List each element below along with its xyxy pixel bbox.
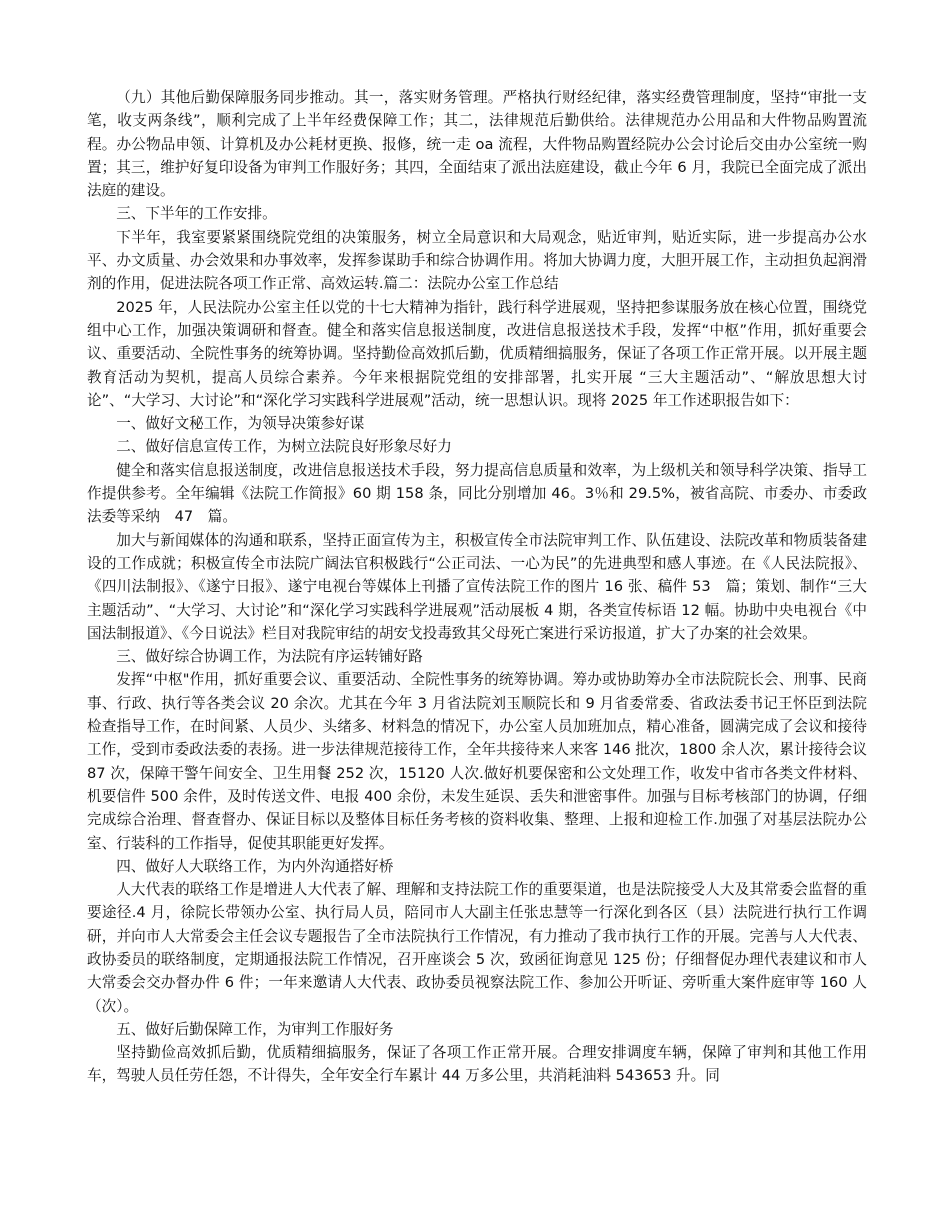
heading-secretarial-work: 一、做好文秘工作，为领导决策参好谋 <box>116 415 365 433</box>
paragraph-npc-liaison: 人大代表的联络工作是增进人大代表了解、理解和支持法院工作的重要渠道，也是法院接受人大及其常委会监督的重要途径.4 月，徐院长带领办公室、执行局人员，陪同市人大副主任张忠慧等一行深化到各区（县）法院进行执行工作调研，并向市人大常委会主任会议专题报告了全市法院执行工作情况，有力推动了我市执行工作的开展。完善与人大代表、政协委员的联络制度，定期通报法院工作情况，召开座谈会 5 次，致函征询意见 125 份；仔细督促办理代表建议和市人大常委会交办督办件 6 件；一年来邀请人大代表、政协委员视察法院工作、参加公开听证、旁听重大案件庭审等 160 人（次）。 <box>87 881 867 1015</box>
paragraph-media-publicity: 加大与新闻媒体的沟通和联系，坚持正面宣传为主，积极宣传全市法院审判工作、队伍建设、法院改革和物质装备建设的工作成就；积极宣传全市法院广阔法官积极践行“公正司法、一心为民”的先进典型和感人事迹。在《人民法院报》、《四川法制报》、《遂宁日报》、遂宁电视台等媒体上刊播了宣传法院工作的图片 16 张、稿件 53 篇；策划、制作“三大主题活动”、“大学习、大讨论”和“深化学习实践科学进展观”活动展板 4 期，各类宣传标语 12 幅。协助中央电视台《中国法制报道》、《今日说法》栏目对我院审结的胡安戈投毒致其父母死亡案进行采访报道，扩大了办案的社会效果。 <box>87 531 867 642</box>
heading-npc-liaison: 四、做好人大联络工作，为内外沟通搭好桥 <box>116 857 394 875</box>
heading-coordination-work: 三、做好综合协调工作，为法院有序运转铺好路 <box>116 648 423 666</box>
heading-logistics-support: 五、做好后勤保障工作，为审判工作服好务 <box>116 1020 394 1038</box>
paragraph-second-half-plan: 下半年，我室要紧紧围绕院党组的决策服务，树立全局意识和大局观念，贴近审判，贴近实际，进一步提高办公水平、办文质量、办会效果和办事效率，发挥参谋助手和综合协调作用。将加大协调力度，大胆开展工作，主动担负起润滑剂的作用，促进法院各项工作正常、高效运转.篇二：法院办公室工作总结 <box>87 228 867 293</box>
paragraph-coordination-work: 发挥“中枢"作用，抓好重要会议、重要活动、全院性事务的统筹协调。筹办或协助筹办全市法院院长会、刑事、民商事、行政、执行等各类会议 20 余次。尤其在今年 3 月省法院刘玉顺院长和 9 月省委常委、省政法委书记王怀臣到法院检查指导工作，在时间紧、人员少、头绪多、材料急的情况下，办公室人员加班加点，精心准备，圆满完成了会议和接待工作，受到市委政法委的表扬。进一步法律规范接待工作，全年共接待来人来客 146 批次，1800 余人次，累计接待会议 87 次，保障干警午间安全、卫生用餐 252 次，15120 人次.做好机要保密和公文处理工作，收发中省市各类文件材料、机要信件 500 余件，及时传送文件、电报 400 余份，未发生延误、丢失和泄密事件。加强与目标考核部门的协调，仔细完成综合治理、督查督办、保证目标以及整体目标任务考核的资料收集、整理、上报和迎检工作.加强了对基层法院办公室、行装科的工作指导，促使其职能更好发挥。 <box>87 671 867 852</box>
document-body <box>87 86 867 1088</box>
heading-second-half-plan: 三、下半年的工作安排。 <box>116 205 277 223</box>
paragraph-logistics-support: 坚持勤俭高效抓后勤，优质精细搞服务，保证了各项工作正常开展。合理安排调度车辆，保障了审判和其他工作用车，驾驶人员任劳任怨，不计得失，全年安全行车累计 44 万多公里，共消耗油料 543653 升。同 <box>87 1044 867 1085</box>
paragraph-annual-intro: 2025 年，人民法院办公室主任以党的十七大精神为指针，践行科学进展观，坚持把参谋服务放在核心位置，围绕党组中心工作，加强决策调研和督查。健全和落实信息报送制度，改进信息报送技术手段，发挥“中枢”作用，抓好重要会议、重要活动、全院性事务的统筹协调。坚持勤俭高效抓后勤，优质精细搞服务，保证了各项工作正常开展。以开展主题教育活动为契机，提高人员综合素养。今年来根据院党组的安排部署，扎实开展 “三大主题活动”、“解放思想大讨论”、“大学习、大讨论”和“深化学习实践科学进展观”活动，统一思想认识。现将 2025 年工作述职报告如下： <box>87 298 867 409</box>
paragraph-logistics-other: （九）其他后勤保障服务同步推动。其一，落实财务管理。严格执行财经纪律，落实经费管理制度，坚持“审批一支笔，收支两条线”，顺利完成了上半年经费保障工作；其二，法律规范后勤供给。法律规范办公用品和大件物品购置流程。办公物品申领、计算机及办公耗材更换、报修，统一走 oa 流程，大件物品购置经院办公会讨论后交由办公室统一购置；其三，维护好复印设备为审判工作服好务；其四，全面结束了派出法庭建设，截止今年 6 月，我院已全面完成了派出法庭的建设。 <box>87 89 867 200</box>
paragraph-information-reporting: 健全和落实信息报送制度，改进信息报送技术手段，努力提高信息质量和效率，为上级机关和领导科学决策、指导工作提供参考。全年编辑《法院工作简报》60 期 158 条，同比分别增加 46。3％和 29.5%，被省高院、市委办、市委政法委等采纳 47 篇。 <box>87 461 867 526</box>
heading-information-publicity: 二、做好信息宣传工作，为树立法院良好形象尽好力 <box>116 438 452 456</box>
